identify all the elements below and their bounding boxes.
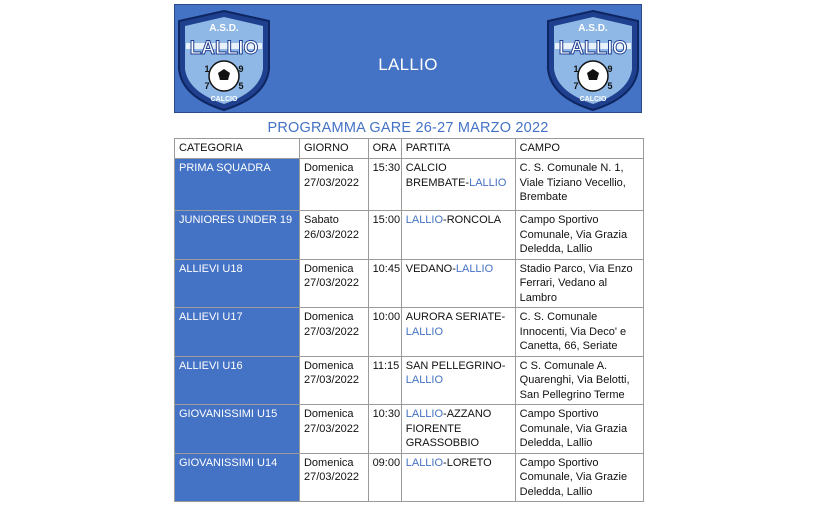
svg-text:5: 5 [238,81,244,91]
cell-partita [401,356,515,405]
cell-partita [401,453,515,502]
svg-text:A.S.D.: A.S.D. [209,23,239,34]
cell-campo: C S. Comunale A. Quarenghi, Via Belotti, San Pellegrino Terme [515,356,643,405]
svg-text:A.S.D.: A.S.D. [578,23,608,34]
cell-campo: Campo Sportivo Comunale, Via Grazie Deledda, Lallio [515,453,643,502]
column-header-campo: CAMPO [515,139,643,159]
cell-campo: Campo Sportivo Comunale, Via Grazia Deledda, Lallio [515,405,643,454]
schedule-table [174,138,644,502]
cell-ora: 10:45 [368,259,401,308]
cell-partita [401,259,515,308]
cell-giorno: Domenica 27/03/2022 [299,356,368,405]
svg-text:7: 7 [573,81,579,91]
cell-ora: 11:15 [368,356,401,405]
cell-partita [401,308,515,357]
cell-ora: 15:30 [368,159,401,211]
match-text-pre: SAN PELLEGRINO- [405,359,506,372]
svg-text:7: 7 [204,81,210,91]
cell-ora: 10:30 [368,405,401,454]
match-text-pre: VEDANO- [405,262,456,275]
column-header-categoria: CATEGORIA [175,139,300,159]
cell-giorno: Domenica 27/03/2022 [299,159,368,211]
cell-giorno: Domenica 27/03/2022 [299,405,368,454]
table-row [175,405,644,454]
svg-text:CALCIO: CALCIO [579,96,607,103]
table-row [175,211,644,260]
cell-partita [401,211,515,260]
cell-giorno: Domenica 27/03/2022 [299,259,368,308]
match-text-post: -RONCOLA [443,214,502,226]
cell-giorno: Sabato 26/03/2022 [299,211,368,260]
cell-categoria: ALLIEVI U17 [175,308,300,357]
svg-text:CALCIO: CALCIO [210,96,238,103]
column-header-ora: ORA [368,139,401,159]
club-crest-logo-right [545,9,641,112]
table-row [175,159,644,211]
cell-ora: 10:00 [368,308,401,357]
cell-campo: Stadio Parco, Via Enzo Ferrari, Vedano al Lambro [515,259,643,308]
cell-categoria: GIOVANISSIMI U15 [175,405,300,454]
table-header-row [175,139,644,159]
match-team-lallio: LALLIO [405,325,444,338]
column-header-partita: PARTITA [401,139,515,159]
match-team-lallio: LALLIO [469,176,507,189]
match-team-lallio: LALLIO [405,456,444,469]
cell-campo: C. S. Comunale Innocenti, Via Deco' e Canetta, 66, Seriate [515,308,643,357]
column-header-giorno: GIORNO [299,139,368,159]
match-team-lallio: LALLIO [405,214,444,226]
match-text-pre: AURORA SERIATE- [405,311,506,323]
cell-categoria: JUNIORES UNDER 19 [175,211,300,260]
cell-campo: Campo Sportivo Comunale, Via Grazia Deledda, Lallio [515,211,643,260]
table-row [175,308,644,357]
cell-campo: C. S. Comunale N. 1, Viale Tiziano Vecellio, Brembate [515,159,643,211]
table-row [175,259,644,308]
cell-giorno: Domenica 27/03/2022 [299,308,368,357]
match-text-pre: CALCIO BREMBATE- [405,162,470,189]
header-title: LALLIO [378,55,438,74]
cell-categoria: PRIMA SQUADRA [175,159,300,211]
match-team-lallio: LALLIO [405,408,444,420]
svg-text:1: 1 [573,64,579,74]
match-team-lallio: LALLIO [455,262,494,275]
match-text-post: -LORETO [443,456,492,469]
cell-giorno: Domenica 27/03/2022 [299,453,368,502]
header-banner [174,4,642,113]
svg-text:5: 5 [607,81,613,91]
cell-categoria: ALLIEVI U16 [175,356,300,405]
svg-text:LALLIO: LALLIO [558,38,628,59]
svg-text:9: 9 [238,64,244,74]
cell-categoria: ALLIEVI U18 [175,259,300,308]
match-text-post: -AZZANO FIORENTE GRASSOBBIO [405,408,492,449]
svg-text:9: 9 [607,64,613,74]
cell-categoria: GIOVANISSIMI U14 [175,453,300,502]
cell-ora: 09:00 [368,453,401,502]
table-row [175,356,644,405]
cell-ora: 15:00 [368,211,401,260]
match-team-lallio: LALLIO [405,374,444,386]
svg-text:1: 1 [204,64,210,74]
cell-partita [401,405,515,454]
svg-text:LALLIO: LALLIO [189,38,259,59]
cell-partita [401,159,515,211]
table-row [175,453,644,502]
page-subtitle: PROGRAMMA GARE 26-27 MARZO 2022 [267,120,549,136]
